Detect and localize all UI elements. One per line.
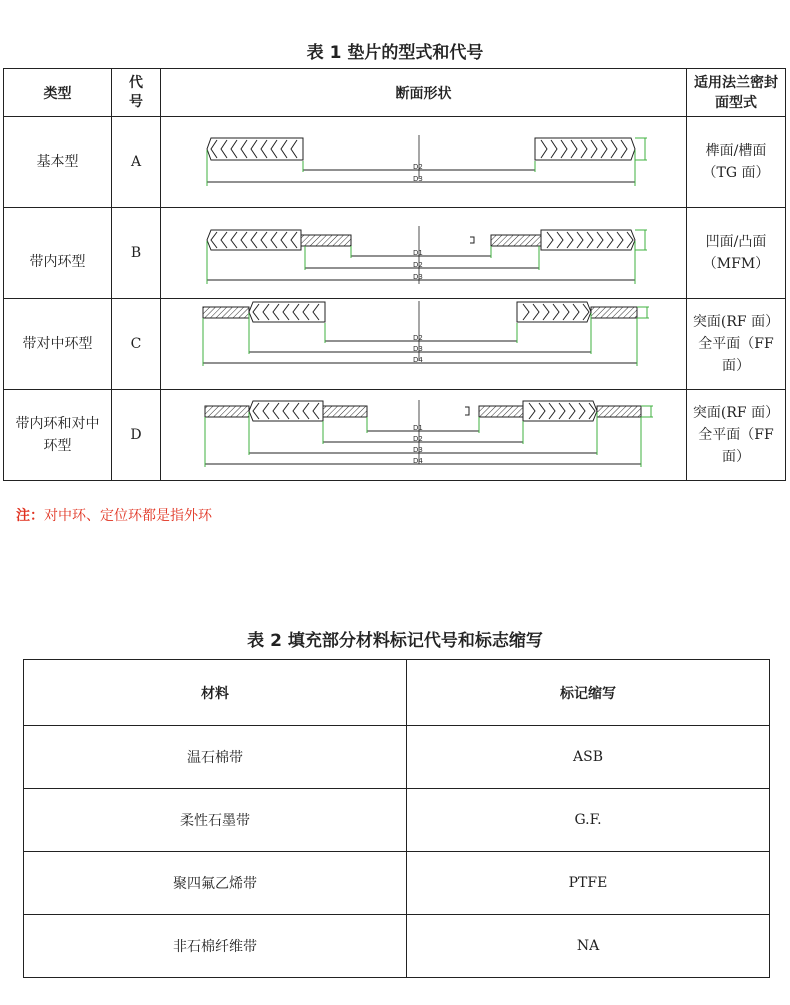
header-flange: 适用法兰密封面型式 — [687, 69, 786, 117]
table-row — [4, 117, 786, 208]
row-flange: 凹面/凸面（MFM） — [687, 208, 786, 299]
dimension-label: D4 — [413, 356, 423, 364]
dimension-label: D3 — [413, 345, 423, 353]
table-note — [16, 505, 212, 525]
filler-material-table — [23, 659, 770, 978]
dimension-label: D2 — [413, 435, 423, 443]
row-code: A — [112, 117, 161, 208]
row-flange: 突面(RF 面）全平面（FF 面） — [687, 390, 786, 481]
abbr-cell: PTFE — [407, 852, 770, 915]
material-cell: 聚四氟乙烯带 — [24, 852, 407, 915]
dimension-label: D1 — [413, 424, 423, 432]
note-prefix: 注： — [16, 508, 44, 524]
table-row — [4, 299, 786, 390]
header-section: 断面形状 — [161, 69, 687, 117]
dimension-label: D3 — [413, 273, 423, 281]
table-row — [24, 726, 770, 789]
dimension-label: D2 — [413, 334, 423, 342]
table-row — [24, 789, 770, 852]
row-type: 带内环和对中环型 — [4, 390, 112, 481]
dimension-label: D3 — [413, 175, 423, 183]
cross-section-diagram — [161, 299, 687, 390]
dimension-label: D1 — [413, 249, 423, 257]
dimension-label: D4 — [413, 457, 423, 465]
dimension-label: D2 — [413, 261, 423, 269]
header-code: 代号 — [112, 69, 161, 117]
note-text: 对中环、定位环都是指外环 — [44, 508, 212, 524]
material-cell: 柔性石墨带 — [24, 789, 407, 852]
header-type: 类型 — [4, 69, 112, 117]
abbr-cell: ASB — [407, 726, 770, 789]
dimension-label: D2 — [413, 163, 423, 171]
gasket-type-table — [3, 68, 786, 481]
abbr-cell: NA — [407, 915, 770, 978]
material-cell: 非石棉纤维带 — [24, 915, 407, 978]
row-type: 基本型 — [4, 117, 112, 208]
row-code: B — [112, 208, 161, 299]
row-flange: 突面(RF 面）全平面（FF 面） — [687, 299, 786, 390]
table-row — [4, 208, 786, 299]
abbr-cell: G.F. — [407, 789, 770, 852]
row-code: D — [112, 390, 161, 481]
table-row — [24, 852, 770, 915]
row-type: 带内环型 — [4, 208, 112, 299]
cross-section-diagram — [161, 390, 687, 481]
table2-title: 表 2 填充部分材料标记代号和标志缩写 — [247, 631, 543, 651]
material-cell: 温石棉带 — [24, 726, 407, 789]
header-material: 材料 — [24, 660, 407, 726]
cross-section-diagram — [161, 208, 687, 299]
row-code: C — [112, 299, 161, 390]
row-type: 带对中环型 — [4, 299, 112, 390]
dimension-label: D3 — [413, 446, 423, 454]
table-row — [24, 915, 770, 978]
table-row — [4, 390, 786, 481]
row-flange: 榫面/槽面（TG 面） — [687, 117, 786, 208]
header-abbr: 标记缩写 — [407, 660, 770, 726]
table-header-row — [24, 660, 770, 726]
table1-title: 表 1 垫片的型式和代号 — [306, 43, 484, 63]
cross-section-diagram — [161, 117, 687, 208]
table-header-row — [4, 69, 786, 117]
